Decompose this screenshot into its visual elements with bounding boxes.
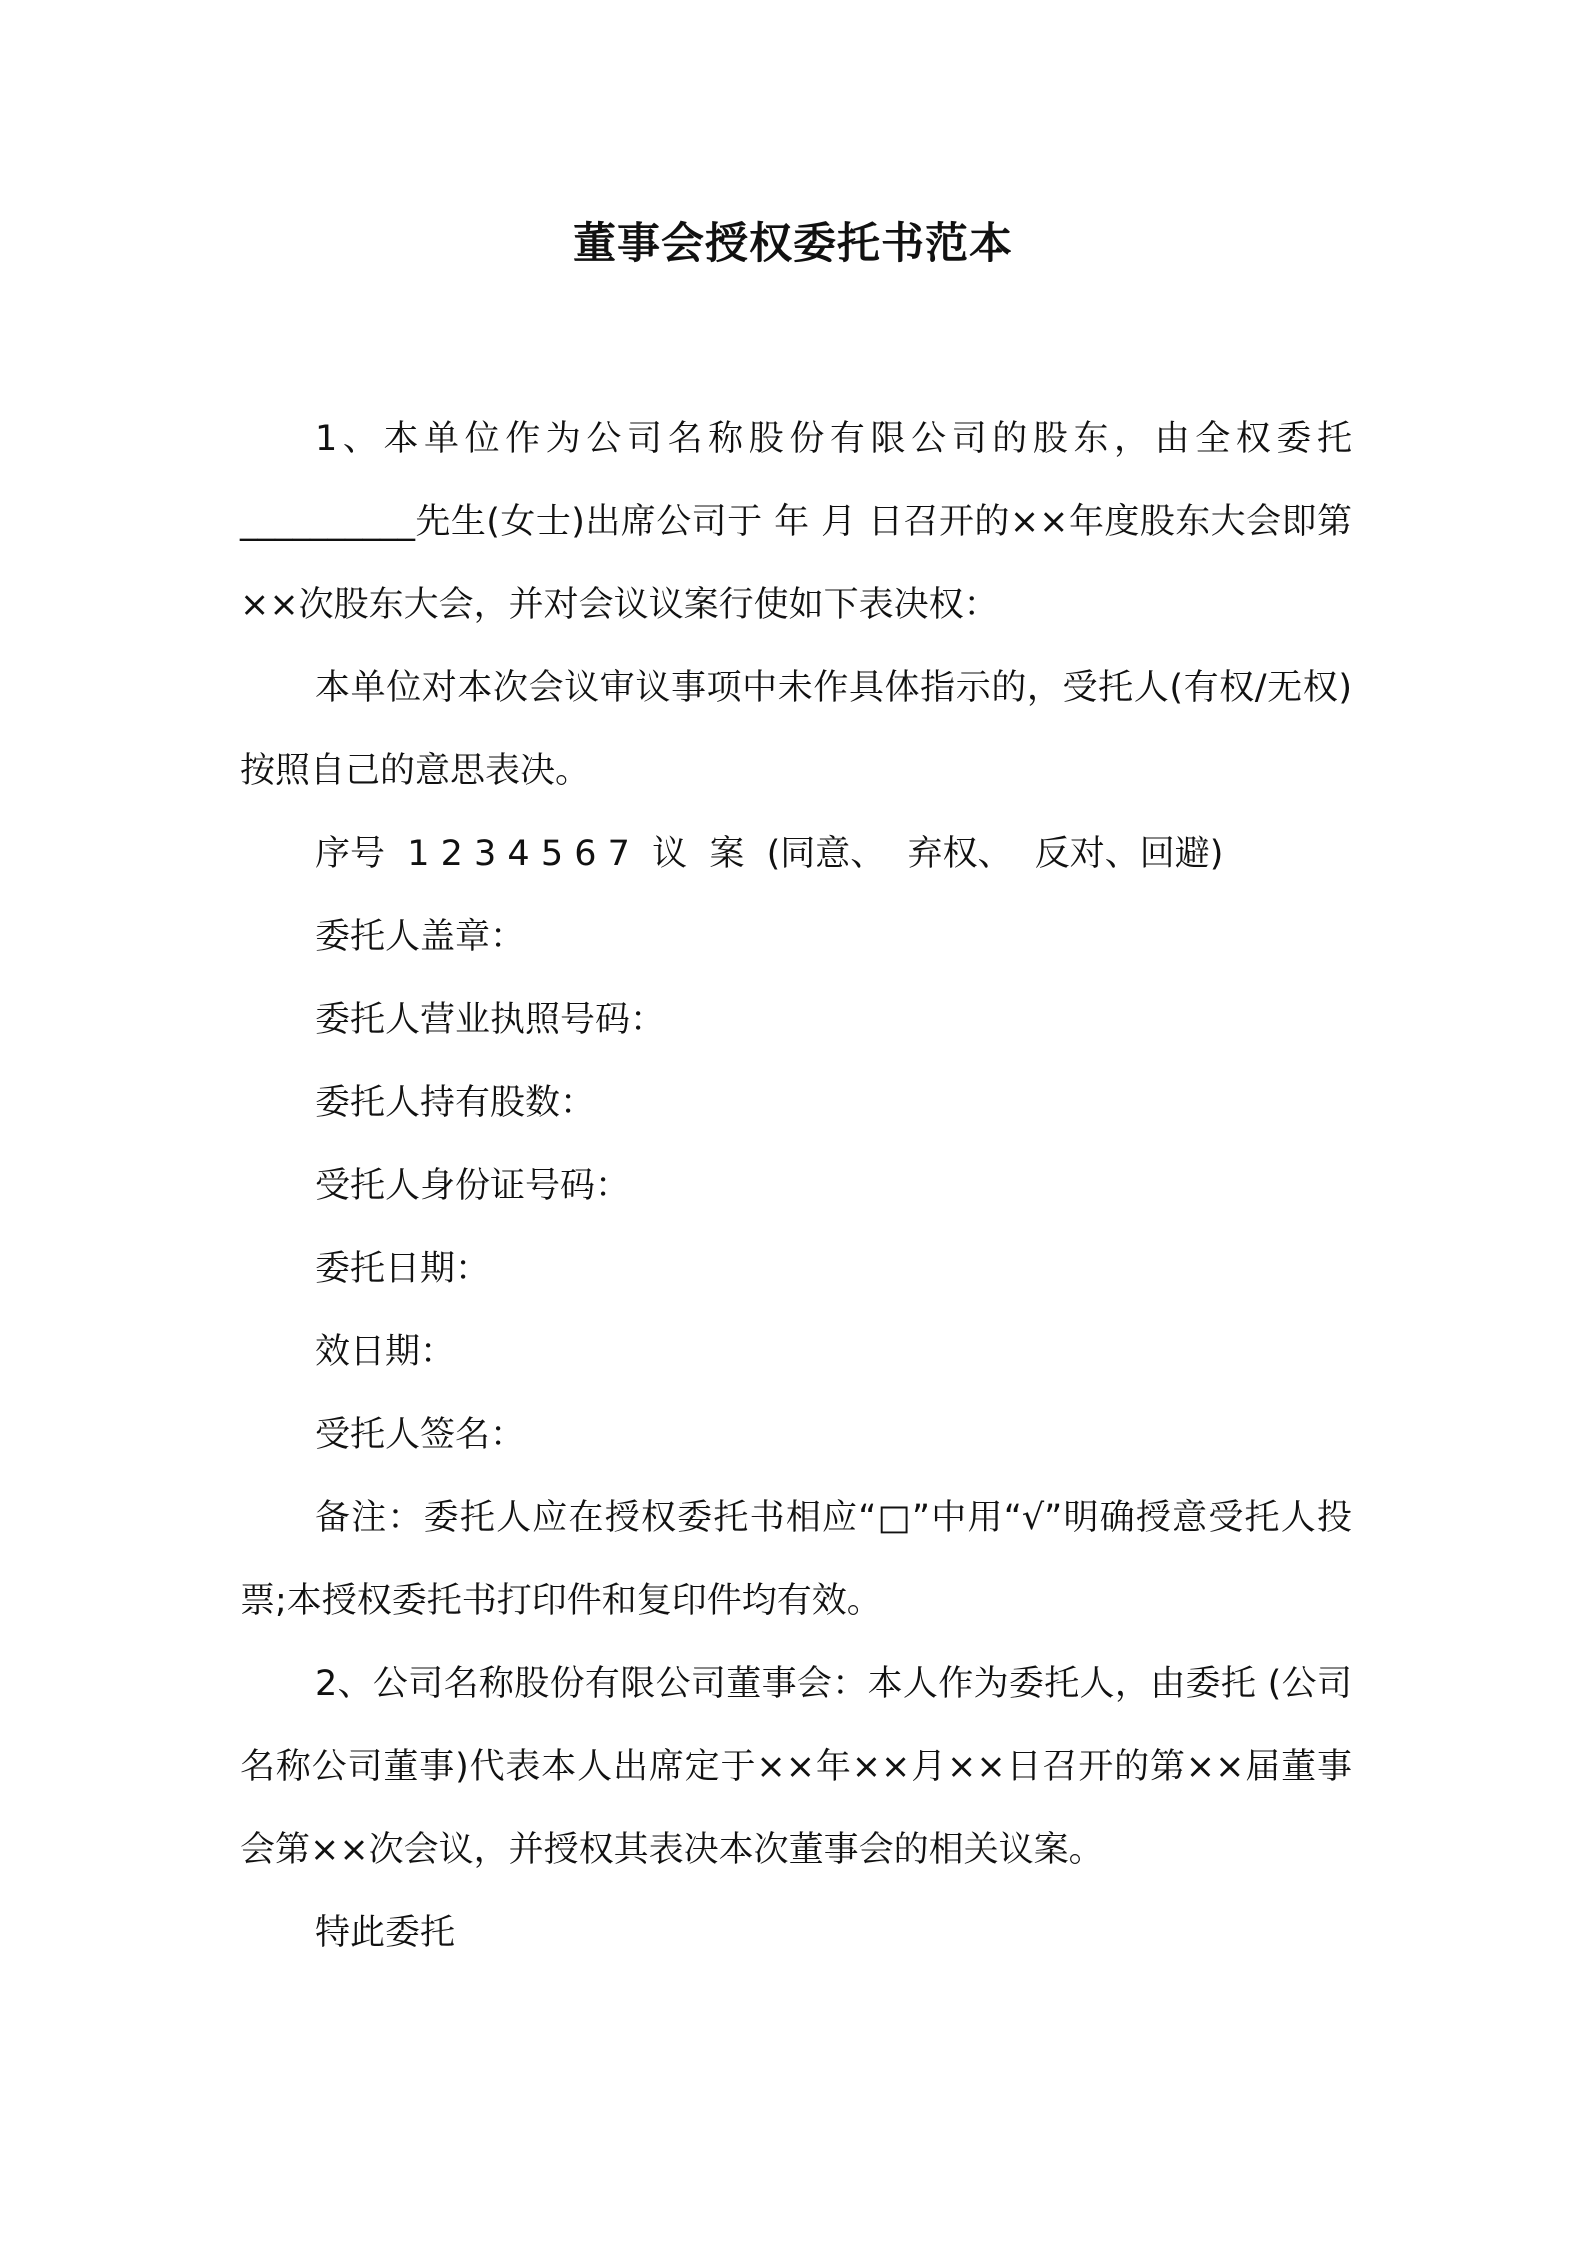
document-body [240,398,1352,1975]
field-shares-held: 委托人持有股数： [315,1083,596,1123]
field-principal-seal: 委托人盖章： [315,917,526,957]
paragraph-closing: 特此委托 [315,1913,456,1953]
paragraph-unspecified-matters: 本单位对本次会议审议事项中未作具体指示的，受托人(有权/无权)按照自己的意思表决。 [240,668,1352,791]
paragraph-board-authorization: 2、公司名称股份有限公司董事会：本人作为委托人，由委托 (公司名称公司董事)代表本人出席定于××年××月××日召开的第××届董事会第××次会议，并授权其表决本次董事会的相关议案。 [240,1664,1352,1870]
paragraph-remarks: 备注：委托人应在授权委托书相应“□”中用“√”明确授意受托人投票;本授权委托书打印件和复印件均有效。 [240,1498,1352,1621]
field-authorization-date: 委托日期： [315,1249,491,1289]
document-title: 董事会授权委托书范本 [573,219,1013,269]
field-agent-id-number: 受托人身份证号码： [315,1166,631,1206]
field-agent-signature: 受托人签名： [315,1415,526,1455]
field-business-license-number: 委托人营业执照号码： [315,1000,666,1040]
paragraph-vote-table-header: 序号 1 2 3 4 5 6 7 议 案 (同意、 弃权、 反对、回避) [315,834,1224,874]
paragraph-proxy-authorization: 1、本单位作为公司名称股份有限公司的股东，由全权委托__________先生(女士)出席公司于 年 月 日召开的××年度股东大会即第××次股东大会，并对会议议案行使如下表决权： [240,419,1352,625]
field-effective-date: 效日期： [315,1332,456,1372]
